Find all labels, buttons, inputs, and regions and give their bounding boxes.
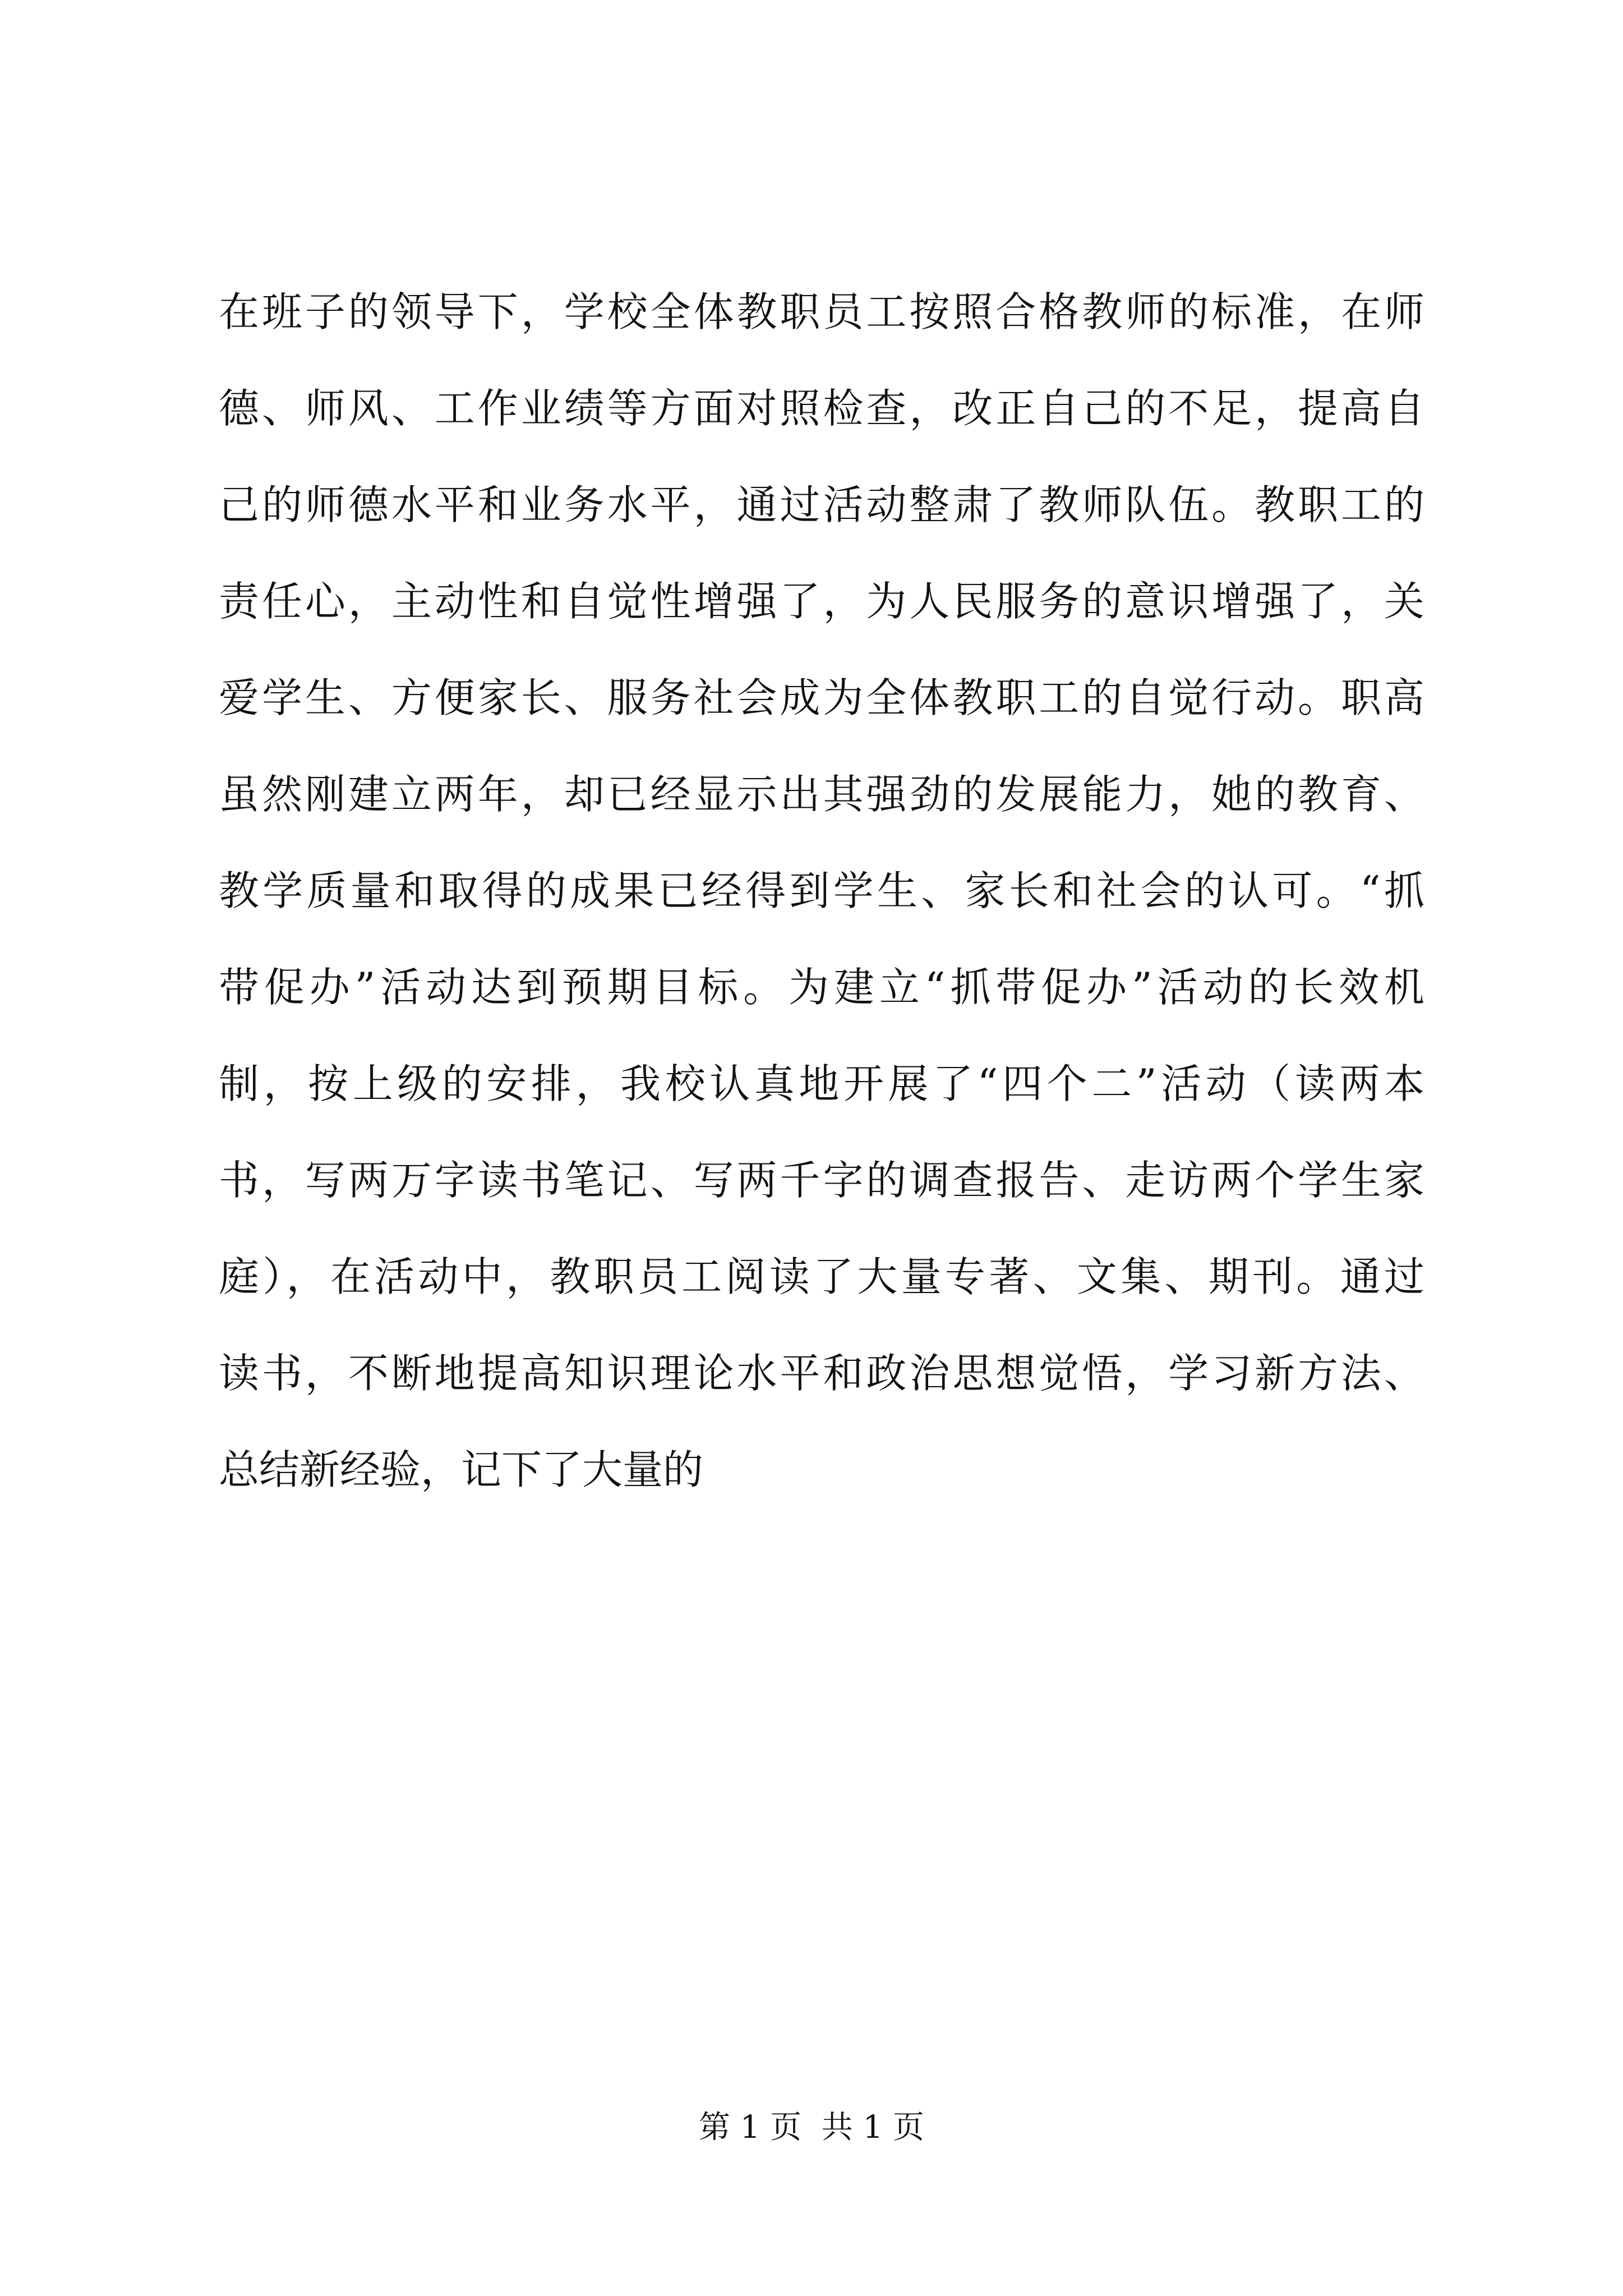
text-line: 带促办”活动达到预期目标。为建立“抓带促办”活动的长效机: [219, 964, 1424, 1011]
text-line: 庭），在活动中，教职员工阅读了大量专著、文集、期刊。通过: [219, 1253, 1424, 1300]
text-line: 虽然刚建立两年，却已经显示出其强劲的发展能力，她的教育、: [219, 771, 1424, 818]
text-line: 读书，不断地提高知识理论水平和政治思想觉悟，学习新方法、: [219, 1350, 1424, 1397]
text-line: 责任心，主动性和自觉性增强了，为人民服务的意识增强了，关: [219, 578, 1424, 625]
text-line: 己的师德水平和业务水平，通过活动整肃了教师队伍。教职工的: [219, 481, 1424, 528]
text-line: 教学质量和取得的成果已经得到学生、家长和社会的认可。“抓: [219, 867, 1424, 914]
text-line: 爱学生、方便家长、服务社会成为全体教职工的自觉行动。职高: [219, 674, 1424, 721]
text-line: 制，按上级的安排，我校认真地开展了“四个二”活动（读两本: [219, 1060, 1424, 1107]
text-line: 德、师风、工作业绩等方面对照检查，改正自己的不足，提高自: [219, 385, 1424, 432]
text-line: 在班子的领导下，学校全体教职员工按照合格教师的标准，在师: [219, 288, 1424, 335]
page-number-footer: 第 1 页 共 1 页: [698, 2109, 925, 2146]
text-line: 总结新经验，记下了大量的: [219, 1446, 704, 1493]
text-line: 书，写两万字读书笔记、写两千字的调查报告、走访两个学生家: [219, 1157, 1424, 1204]
body-paragraph: [219, 264, 1424, 1518]
